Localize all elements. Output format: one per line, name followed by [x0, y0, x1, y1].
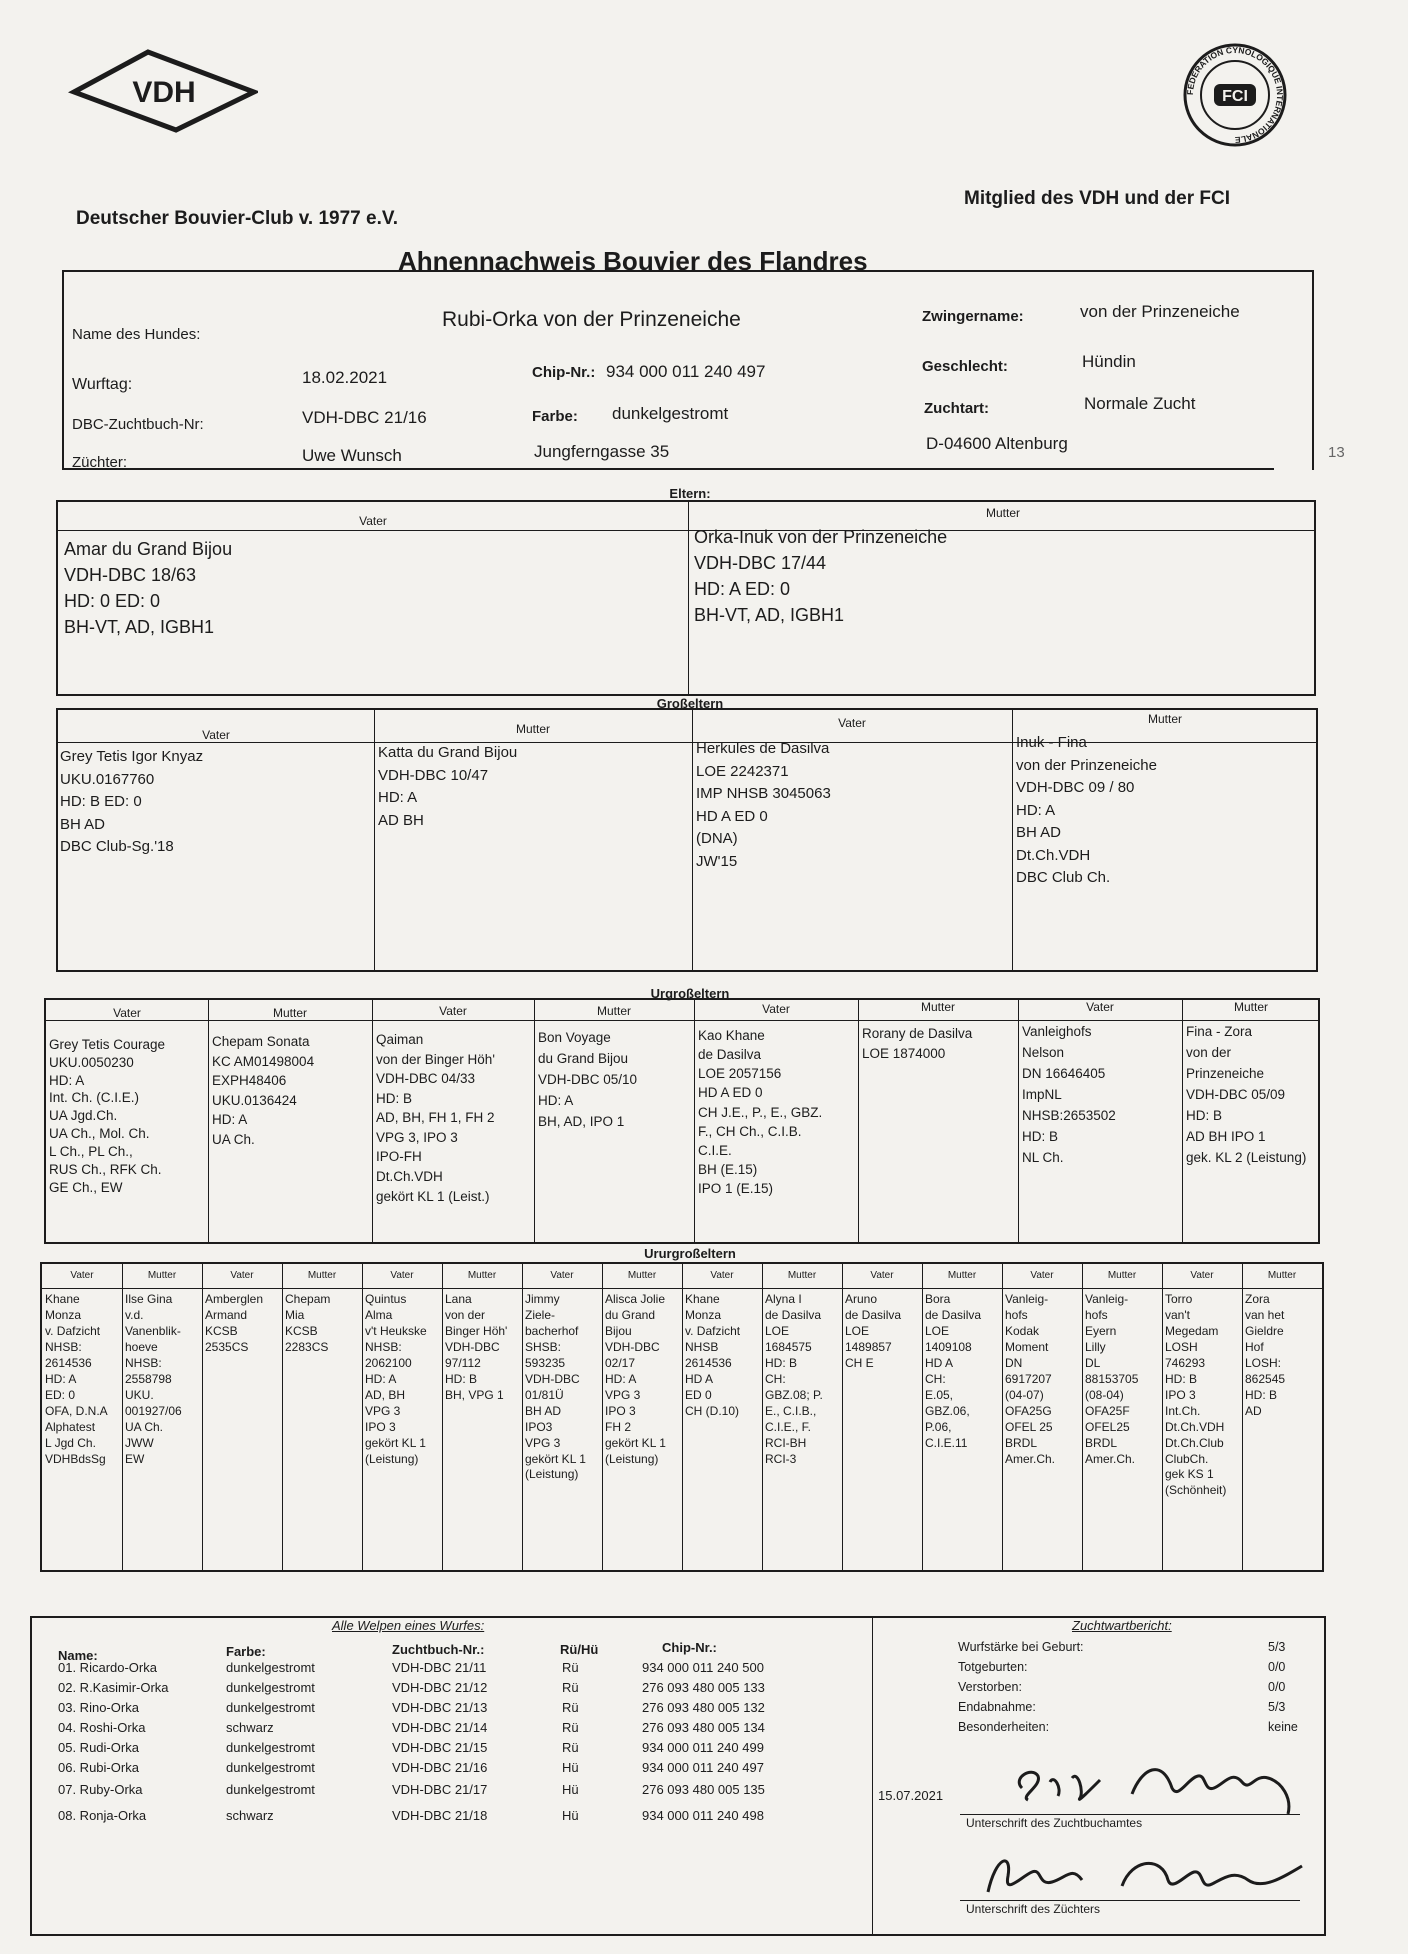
litter-chip-3: 276 093 480 005 132 — [642, 1700, 765, 1715]
report-label-1: Wurfstärke bei Geburt: — [958, 1640, 1084, 1654]
litter-header-studbook: Zuchtbuch-Nr.: — [392, 1642, 485, 1657]
sex-value: Hündin — [1082, 352, 1136, 371]
breeding-office-signature — [992, 1748, 1312, 1818]
vdh-logo — [68, 44, 258, 134]
litter-color-8: schwarz — [226, 1808, 274, 1823]
chip-value: 934 000 011 240 497 — [606, 362, 766, 381]
litter-sex-5: Rü — [562, 1740, 579, 1755]
litter-color-4: schwarz — [226, 1720, 274, 1735]
father-header: Vater — [359, 514, 387, 528]
litter-color-6: dunkelgestromt — [226, 1760, 315, 1775]
gggp-divider — [202, 1264, 203, 1570]
parents-title: Eltern: — [669, 486, 711, 501]
litter-studbook-2: VDH-DBC 21/12 — [392, 1680, 488, 1695]
litter-chip-6: 934 000 011 240 497 — [642, 1760, 764, 1775]
ggp-cell-7: Vanleighofs Nelson DN 16646405 ImpNL NHSB:2653502 HD: B NL Ch. — [1022, 1024, 1116, 1165]
grandparents-title: Großeltern — [656, 696, 724, 711]
ggp-header-6: Mutter — [920, 1000, 955, 1014]
litter-sex-8: Hü — [562, 1808, 579, 1823]
litter-chip-4: 276 093 480 005 134 — [642, 1720, 765, 1735]
litter-sex-2: Rü — [562, 1680, 579, 1695]
gp-cell-3: Herkules de Dasilva LOE 2242371 IMP NHSB 3045063 HD A ED 0 (DNA) JW'15 — [696, 740, 831, 870]
litter-chip-8: 934 000 011 240 498 — [642, 1808, 764, 1823]
ggp-cell-1: Grey Tetis Courage UKU.0050230 HD: A Int. Ch. (C.I.E.) UA Jgd.Ch. UA Ch., Mol. Ch. L Ch., PL Ch., RUS Ch., RFK Ch. GE Ch., EW — [49, 1037, 166, 1195]
ggp-cell-3: Qaiman von der Binger Höh' VDH-DBC 04/33 HD: B AD, BH, FH 1, FH 2 VPG 3, IPO 3 IPO-FH Dt.Ch.VDH gekört KL 1 (Leist.) — [376, 1032, 495, 1204]
litter-color-1: dunkelgestromt — [226, 1660, 315, 1675]
club-name: Deutscher Bouvier-Club v. 1977 e.V. — [76, 208, 399, 229]
report-label-4: Endabnahme: — [958, 1700, 1036, 1714]
vdh-logo-text: VDH — [132, 76, 196, 109]
gggp-header-13: Vater — [1030, 1270, 1054, 1281]
gggp-header-1: Vater — [70, 1270, 94, 1281]
litter-studbook-5: VDH-DBC 21/15 — [392, 1740, 488, 1755]
great-great-grandparents-title: Ururgroßeltern — [644, 1246, 736, 1261]
gggp-divider — [602, 1264, 603, 1570]
ggp-cell-2: Chepam Sonata KC AM01498004 EXPH48406 UKU.0136424 HD: A UA Ch. — [212, 1034, 315, 1147]
ggp-cell-8: Fina - Zora von der Prinzeneiche VDH-DBC 05/09 HD: B AD BH IPO 1 gek. KL 2 (Leistung) — [1186, 1024, 1307, 1165]
gggp-cell-6: Lana von der Binger Höh' VDH-DBC 97/112 HD: B BH, VPG 1 — [445, 1292, 508, 1402]
report-value-1: 5/3 — [1268, 1640, 1286, 1654]
kennel-label: Zwingername: — [922, 308, 1024, 325]
litter-sex-1: Rü — [562, 1660, 579, 1675]
gggp-cell-14: Vanleig- hofs Eyern Lilly DL 88153705 (08-04) OFA25F OFEL25 BRDL Amer.Ch. — [1085, 1292, 1139, 1466]
page-number: 13 — [1328, 444, 1345, 461]
mother-header: Mutter — [985, 506, 1020, 520]
breeder-signature — [962, 1846, 1322, 1902]
birth-value: 18.02.2021 — [302, 368, 388, 387]
fci-logo — [1180, 40, 1290, 150]
litter-name-4: 04. Roshi-Orka — [58, 1720, 146, 1735]
gggp-divider — [762, 1264, 763, 1570]
document-title: Ahnennachweis Bouvier des Flandres — [398, 246, 868, 276]
gggp-cell-3: Amberglen Armand KCSB 2535CS — [205, 1292, 264, 1354]
report-value-4: 5/3 — [1268, 1700, 1286, 1714]
litter-studbook-8: VDH-DBC 21/18 — [392, 1808, 488, 1823]
sig1-label: Unterschrift des Zuchtbuchamtes — [966, 1816, 1143, 1830]
father-cell: Amar du Grand Bijou VDH-DBC 18/63 HD: 0 ED: 0 BH-VT, AD, IGBH1 — [64, 539, 233, 638]
gggp-header-3: Vater — [230, 1270, 254, 1281]
litter-header-name: Name: — [58, 1648, 98, 1663]
gp-header-3: Vater — [838, 716, 866, 730]
studbook-value: VDH-DBC 21/16 — [302, 408, 427, 427]
color-label: Farbe: — [532, 408, 578, 425]
gp-cell-4: Inuk - Fina von der Prinzeneiche VDH-DBC 09 / 80 HD: A BH AD Dt.Ch.VDH DBC Club Ch. — [1016, 734, 1157, 886]
report-value-3: 0/0 — [1268, 1680, 1286, 1694]
gp-cell-2: Katta du Grand Bijou VDH-DBC 10/47 HD: A AD BH — [378, 744, 518, 829]
gggp-cell-12: Bora de Dasilva LOE 1409108 HD A CH: E.05, GBZ.06, P.06, C.I.E.11 — [925, 1292, 982, 1450]
litter-header-chip: Chip-Nr.: — [662, 1640, 717, 1655]
gggp-divider — [282, 1264, 283, 1570]
report-label-5: Besonderheiten: — [958, 1720, 1050, 1734]
gggp-divider — [922, 1264, 923, 1570]
ggp-header-1: Vater — [113, 1006, 141, 1020]
member-text: Mitglied des VDH und der FCI — [964, 188, 1231, 209]
gggp-cell-15: Torro van't Megedam LOSH 746293 HD: B IPO 3 Int.Ch. Dt.Ch.VDH Dt.Ch.Club ClubCh. gek KS 1 (Schönheit) — [1165, 1292, 1227, 1498]
ggp-header-2: Mutter — [272, 1006, 307, 1020]
great-grandparents-title: Urgroßeltern — [650, 986, 730, 1001]
litter-chip-1: 934 000 011 240 500 — [642, 1660, 764, 1675]
litter-name-5: 05. Rudi-Orka — [58, 1740, 139, 1755]
gggp-header-9: Vater — [710, 1270, 734, 1281]
report-value-2: 0/0 — [1268, 1660, 1286, 1674]
mother-cell: Orka-Inuk von der Prinzeneiche VDH-DBC 17/44 HD: A ED: 0 BH-VT, AD, IGBH1 — [694, 527, 948, 626]
litter-name-8: 08. Ronja-Orka — [58, 1808, 147, 1823]
litter-sex-7: Hü — [562, 1782, 579, 1797]
gggp-header-8: Mutter — [627, 1270, 657, 1281]
litter-name-6: 06. Rubi-Orka — [58, 1760, 139, 1775]
gp-cell-1: Grey Tetis Igor Knyaz UKU.0167760 HD: B ED: 0 BH AD DBC Club-Sg.'18 — [60, 748, 204, 855]
fci-ring-text: FÉDÉRATION CYNOLOGIQUE INTERNATIONALE — [1184, 44, 1286, 146]
litter-chip-2: 276 093 480 005 133 — [642, 1680, 765, 1695]
fci-logo-text: FCI — [1222, 88, 1248, 105]
sig2-line — [960, 1900, 1300, 1901]
litter-name-2: 02. R.Kasimir-Orka — [58, 1680, 169, 1695]
gggp-divider — [682, 1264, 683, 1570]
gp-header-2: Mutter — [515, 722, 550, 736]
gggp-cell-11: Aruno de Dasilva LOE 1489857 CH E — [845, 1292, 902, 1370]
gggp-cell-5: Quintus Alma v't Heukske NHSB: 2062100 HD: A AD, BH VPG 3 IPO 3 gekört KL 1 (Leistung) — [365, 1292, 427, 1466]
litter-studbook-1: VDH-DBC 21/11 — [392, 1660, 487, 1675]
litter-studbook-3: VDH-DBC 21/13 — [392, 1700, 488, 1715]
great-grandparents-box — [44, 998, 1320, 1244]
gggp-divider — [122, 1264, 123, 1570]
litter-header-color: Farbe: — [226, 1644, 266, 1659]
sig1-line — [960, 1814, 1300, 1815]
kennel-value: von der Prinzeneiche — [1080, 302, 1240, 321]
gggp-header-2: Mutter — [147, 1270, 177, 1281]
ggp-cell-6: Rorany de Dasilva LOE 1874000 — [862, 1026, 973, 1062]
gggp-divider — [1242, 1264, 1243, 1570]
dog-name: Rubi-Orka von der Prinzeneiche — [442, 308, 741, 331]
litter-color-2: dunkelgestromt — [226, 1680, 315, 1695]
gggp-cell-16: Zora van het Gieldre Hof LOSH: 862545 HD: B AD — [1245, 1292, 1286, 1418]
parents-box — [56, 500, 1316, 696]
report-label-3: Verstorben: — [958, 1680, 1022, 1694]
gggp-divider — [1162, 1264, 1163, 1570]
gggp-cell-13: Vanleig- hofs Kodak Moment DN 6917207 (04-07) OFA25G OFEL 25 BRDL Amer.Ch. — [1005, 1292, 1056, 1466]
sex-label: Geschlecht: — [922, 358, 1008, 375]
street-value: Jungferngasse 35 — [534, 442, 670, 461]
birth-label: Wurftag: — [72, 376, 133, 393]
gggp-header-10: Mutter — [787, 1270, 817, 1281]
breeder-value: Uwe Wunsch — [302, 446, 402, 465]
gggp-divider — [842, 1264, 843, 1570]
litter-name-1: 01. Ricardo-Orka — [58, 1660, 157, 1675]
litter-sex-4: Rü — [562, 1720, 579, 1735]
gggp-header-5: Vater — [390, 1270, 414, 1281]
name-label: Name des Hundes: — [72, 326, 201, 343]
ggp-cell-4: Bon Voyage du Grand Bijou VDH-DBC 05/10 HD: A BH, AD, IPO 1 — [538, 1030, 638, 1129]
litter-color-3: dunkelgestromt — [226, 1700, 315, 1715]
gggp-divider — [1082, 1264, 1083, 1570]
gggp-divider — [362, 1264, 363, 1570]
litter-name-3: 03. Rino-Orka — [58, 1700, 139, 1715]
gggp-cell-10: Alyna I de Dasilva LOE 1684575 HD: B CH: GBZ.08; P. E., C.I.B., C.I.E., F. RCI-BH RCI-3 — [765, 1292, 823, 1466]
report-date: 15.07.2021 — [878, 1788, 944, 1803]
breed-type-value: Normale Zucht — [1084, 394, 1196, 413]
gggp-cell-1: Khane Monza v. Dafzicht NHSB: 2614536 HD: A ED: 0 OFA, D.N.A Alphatest L Jgd Ch. VDHBdsSg — [45, 1292, 108, 1466]
litter-chip-5: 934 000 011 240 499 — [642, 1740, 764, 1755]
city-value: D-04600 Altenburg — [926, 434, 1068, 453]
breed-type-label: Zuchtart: — [924, 400, 989, 417]
ggp-header-5: Vater — [762, 1002, 790, 1016]
gggp-header-12: Mutter — [947, 1270, 977, 1281]
gggp-header-11: Vater — [870, 1270, 894, 1281]
report-value-5: keine — [1268, 1720, 1298, 1734]
color-value: dunkelgestromt — [612, 404, 729, 423]
grandparents-box — [56, 708, 1318, 972]
studbook-label: DBC-Zuchtbuch-Nr: — [72, 416, 204, 433]
litter-title: Alle Welpen eines Wurfes: — [332, 1618, 485, 1633]
gggp-divider — [1002, 1264, 1003, 1570]
ggp-header-4: Mutter — [596, 1004, 631, 1018]
litter-color-7: dunkelgestromt — [226, 1782, 315, 1797]
litter-studbook-6: VDH-DBC 21/16 — [392, 1760, 488, 1775]
breeder-label: Züchter: — [72, 454, 128, 471]
gggp-header-16: Mutter — [1267, 1270, 1297, 1281]
litter-studbook-7: VDH-DBC 21/17 — [392, 1782, 488, 1797]
gp-header-1: Vater — [202, 728, 230, 742]
ggp-header-7: Vater — [1086, 1000, 1114, 1014]
gggp-header-15: Vater — [1190, 1270, 1214, 1281]
gggp-header-7: Vater — [550, 1270, 574, 1281]
gggp-header-4: Mutter — [307, 1270, 337, 1281]
chip-label: Chip-Nr.: — [532, 364, 596, 381]
gggp-divider — [522, 1264, 523, 1570]
sig2-label: Unterschrift des Züchters — [966, 1902, 1101, 1916]
gggp-divider — [442, 1264, 443, 1570]
gggp-header-6: Mutter — [467, 1270, 497, 1281]
gggp-cell-2: Ilse Gina v.d. Vanenblik- hoeve NHSB: 2558798 UKU. 001927/06 UA Ch. JWW EW — [125, 1292, 182, 1466]
litter-studbook-4: VDH-DBC 21/14 — [392, 1720, 488, 1735]
litter-sex-3: Rü — [562, 1700, 579, 1715]
gp-header-4: Mutter — [1147, 712, 1182, 726]
gggp-header-14: Mutter — [1107, 1270, 1137, 1281]
gggp-cell-9: Khane Monza v. Dafzicht NHSB 2614536 HD A ED 0 CH (D.10) — [685, 1292, 741, 1418]
great-great-grandparents-box — [40, 1262, 1324, 1572]
ggp-header-3: Vater — [439, 1004, 467, 1018]
gggp-cell-4: Chepam Mia KCSB 2283CS — [285, 1292, 331, 1354]
litter-header-sex: Rü/Hü — [560, 1642, 599, 1657]
gggp-cell-8: Alisca Jolie du Grand Bijou VDH-DBC 02/17 HD: A VPG 3 IPO 3 FH 2 gekört KL 1 (Leistung) — [605, 1292, 666, 1466]
litter-box — [30, 1616, 1326, 1936]
dog-info-bottom-line — [62, 468, 1274, 470]
litter-sex-6: Hü — [562, 1760, 579, 1775]
litter-name-7: 07. Ruby-Orka — [58, 1782, 143, 1797]
report-title: Zuchtwartbericht: — [1072, 1618, 1172, 1633]
litter-chip-7: 276 093 480 005 135 — [642, 1782, 765, 1797]
ggp-cell-5: Kao Khane de Dasilva LOE 2057156 HD A ED 0 CH J.E., P., E., GBZ. F., CH Ch., C.I.B. C.I.E. BH (E.15) IPO 1 (E.15) — [698, 1028, 823, 1197]
ggp-header-8: Mutter — [1233, 1000, 1268, 1014]
gggp-cell-7: Jimmy Ziele- bacherhof SHSB: 593235 VDH-DBC 01/81Ü BH AD IPO3 VPG 3 gekört KL 1 (Leistung) — [525, 1292, 586, 1482]
litter-color-5: dunkelgestromt — [226, 1740, 315, 1755]
report-label-2: Totgeburten: — [958, 1660, 1028, 1674]
